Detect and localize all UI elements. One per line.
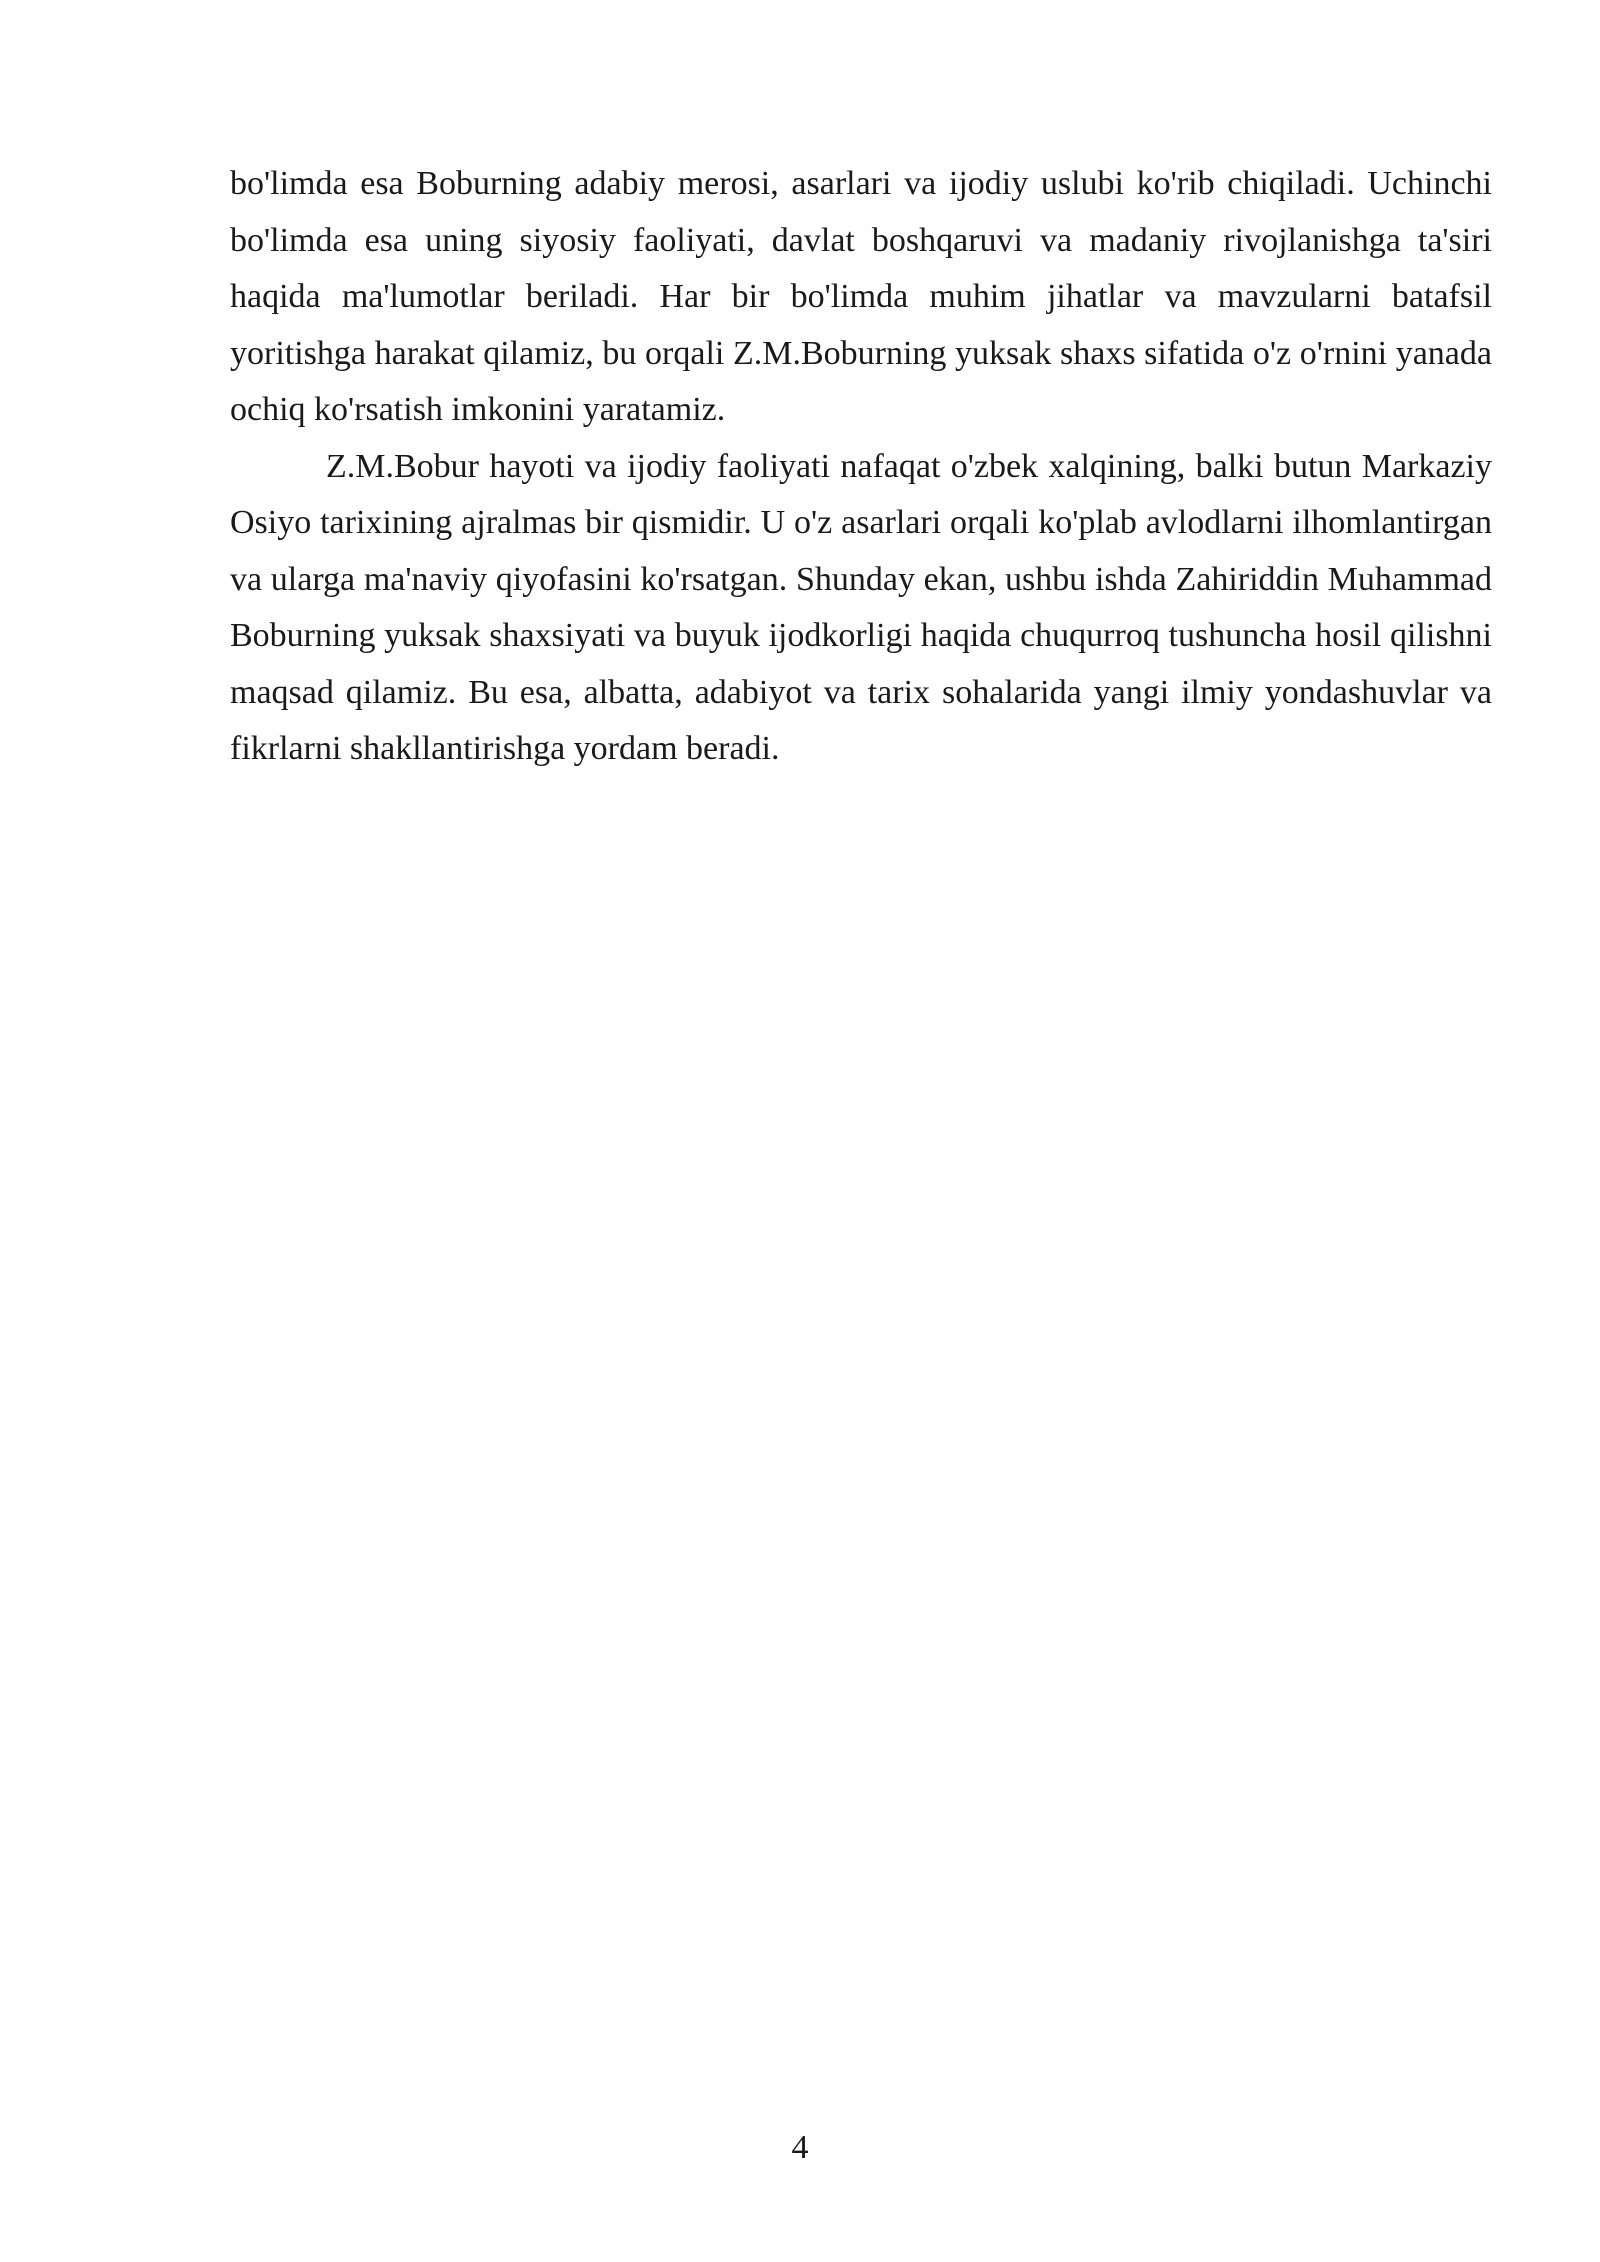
page-number: 4: [791, 2129, 809, 2166]
body-text: [230, 156, 1492, 778]
paragraph: Z.M.Bobur hayoti va ijodiy faoliyati nafaqat o'zbek xalqining, balki butun Markaziy Osiyo tarixining ajralmas bir qismidir. U o'z asarlari orqali ko'plab avlodlarni ilhomlantirgan va ularga ma'naviy qiyofasini ko'rsatgan. Shunday ekan, ushbu ishda Zahiriddin Muhammad Boburning yuksak shaxsiyati va buyuk ijodkorligi haqida chuqurroq tushuncha hosil qilishni maqsad qilamiz. Bu esa, albatta, adabiyot va tarix sohalarida yangi ilmiy yondashuvlar va fikrlarni shakllantirishga yordam beradi.: [230, 447, 1492, 767]
paragraph-continuation: bo'limda esa Boburning adabiy merosi, asarlari va ijodiy uslubi ko'rib chiqiladi. Uchinchi bo'limda esa uning siyosiy faoliyati, davlat boshqaruvi va madaniy rivojlanishga ta'siri haqida ma'lumotlar beriladi. Har bir bo'limda muhim jihatlar va mavzularni batafsil yoritishga harakat qilamiz, bu orqali Z.M.Boburning yuksak shaxs sifatida o'z o'rnini yanada ochiq ko'rsatish imkonini yaratamiz.: [230, 165, 1492, 428]
